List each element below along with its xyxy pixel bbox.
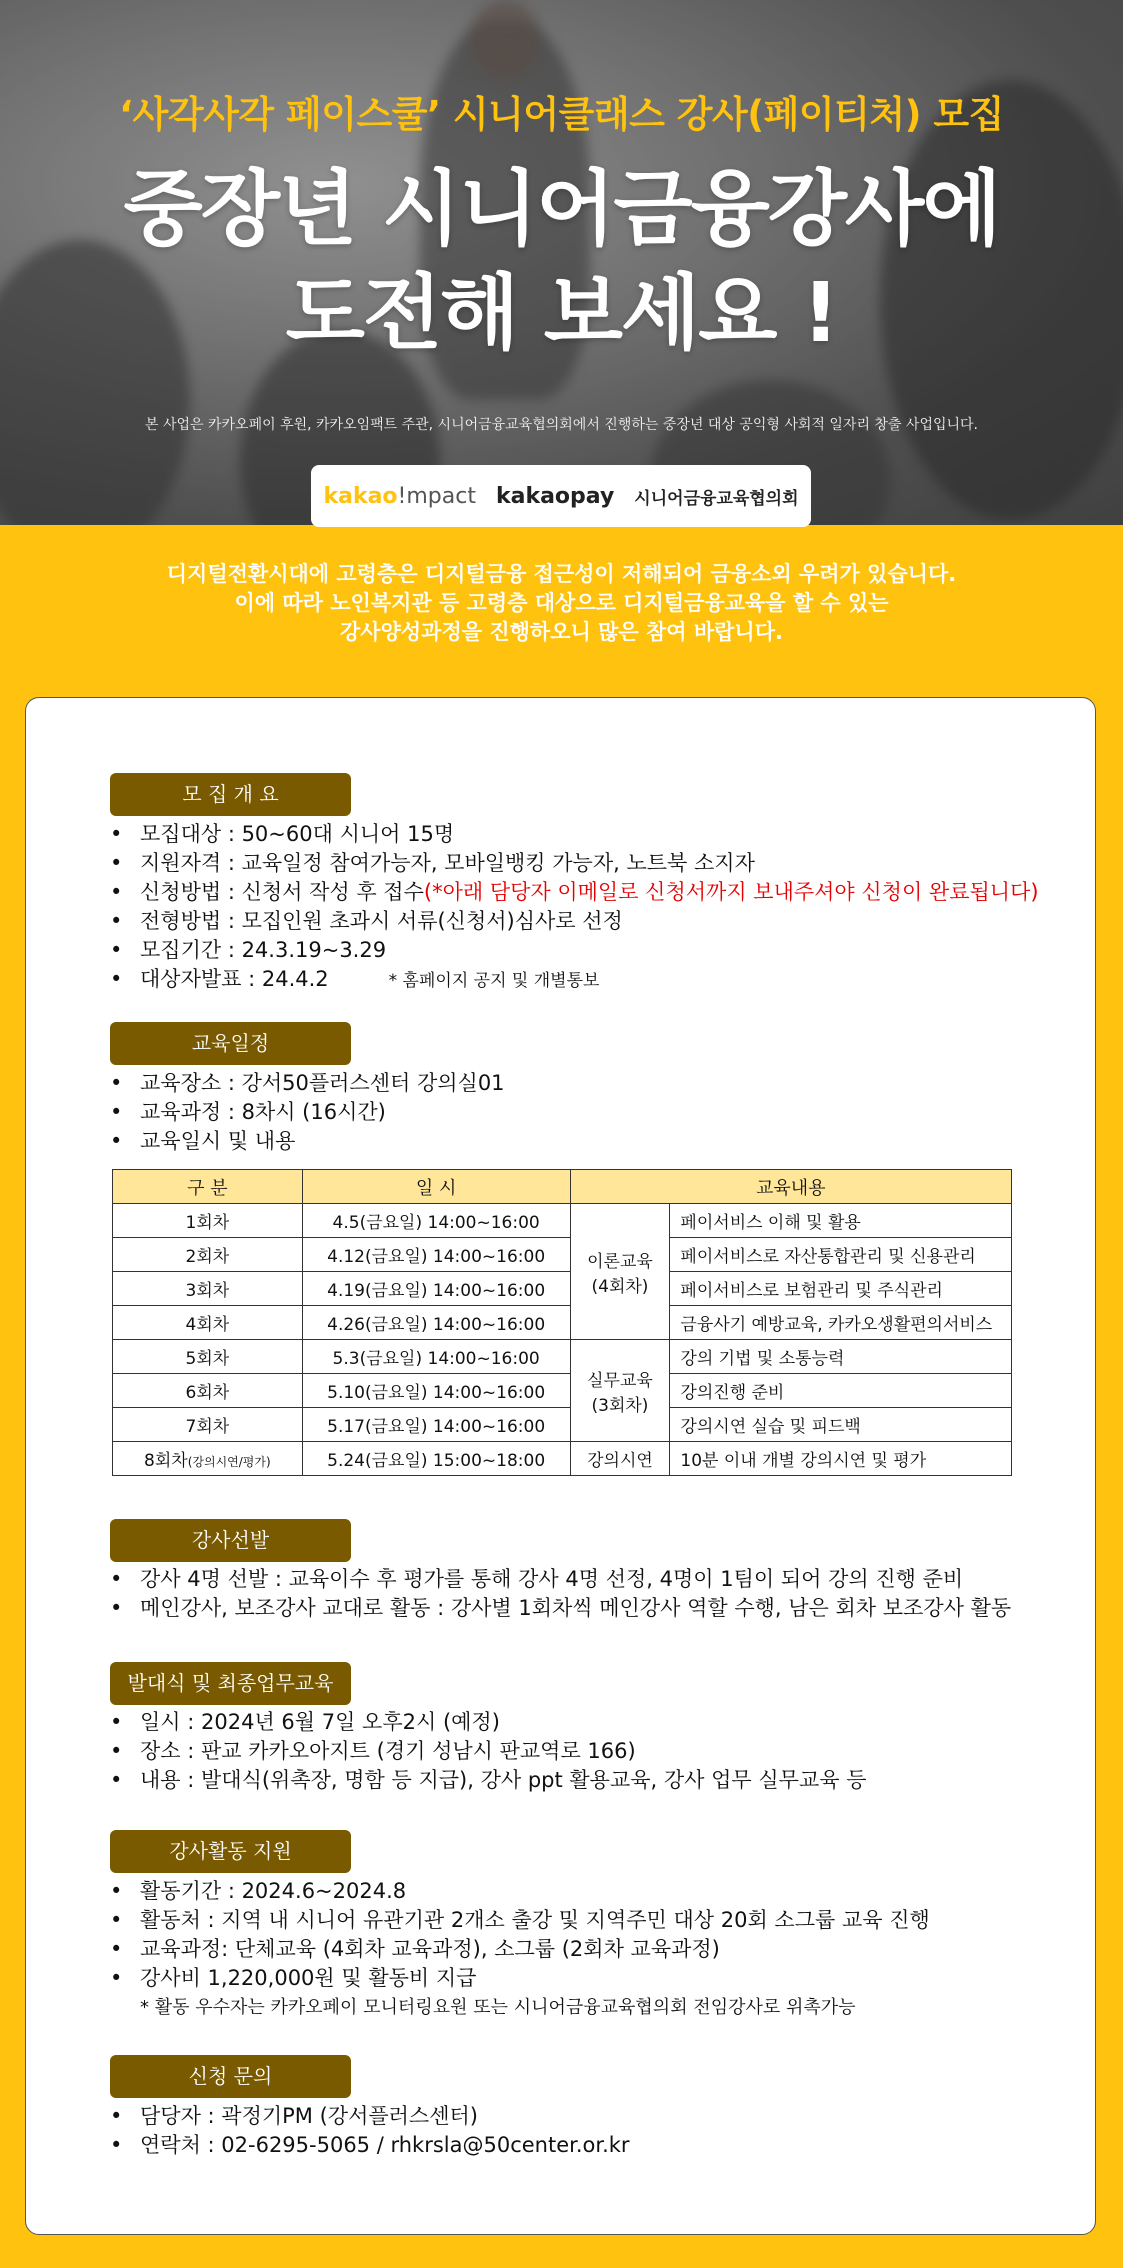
- list-item: • 강사비 1,220,000원 및 활동비 지급: [110, 1964, 930, 1993]
- schedule-list: [110, 1069, 505, 1156]
- list-item: • 대상자발표 : 24.4.2 * 홈페이지 공지 및 개별통보: [110, 965, 1039, 996]
- schedule-table: [112, 1169, 1012, 1476]
- list-item: • 지원자격 : 교육일정 참여가능자, 모바일뱅킹 가능자, 노트북 소지자: [110, 849, 1039, 878]
- content-cell: 10분 이내 개별 강의시연 및 평가: [670, 1442, 1012, 1476]
- section-badge-selection: 강사선발: [110, 1519, 351, 1562]
- ceremony-list: [110, 1708, 867, 1795]
- list-item: • 장소 : 판교 카카오아지트 (경기 성남시 판교역로 166): [110, 1737, 867, 1766]
- list-item: • 내용 : 발대식(위촉장, 명함 등 지급), 강사 ppt 활용교육, 강사 업무 실무교육 등: [110, 1766, 867, 1795]
- session-cell: 6회차: [113, 1374, 303, 1408]
- selection-list: [110, 1565, 1011, 1623]
- table-header: 구 분: [113, 1170, 303, 1204]
- section-badge-ceremony: 발대식 및 최종업무교육: [110, 1662, 351, 1705]
- session-note: (강의시연/평가): [187, 1455, 271, 1469]
- kakaopay-logo: kakaopay: [495, 483, 615, 509]
- content-cell: 강의진행 준비: [670, 1374, 1012, 1408]
- list-item: • 모집대상 : 50~60대 시니어 15명: [110, 820, 1039, 849]
- session-cell: 4회차: [113, 1306, 303, 1340]
- table-header-row: [113, 1170, 1012, 1204]
- support-list: [110, 1877, 930, 2022]
- hero-banner: [0, 0, 1123, 525]
- session-cell: 5회차: [113, 1340, 303, 1374]
- contact-list: [110, 2102, 630, 2160]
- group-cell-theory: 이론교육 (4회차): [570, 1204, 670, 1340]
- content-cell: 페이서비스로 자산통합관리 및 신용관리: [670, 1238, 1012, 1272]
- section-badge-support: 강사활동 지원: [110, 1830, 351, 1873]
- section-badge-schedule: 교육일정: [110, 1022, 351, 1065]
- list-item: • 교육장소 : 강서50플러스센터 강의실01: [110, 1069, 505, 1098]
- date-cell: 5.24(금요일) 15:00~18:00: [302, 1442, 570, 1476]
- table-row: [113, 1204, 1012, 1238]
- list-item: • 활동처 : 지역 내 시니어 유관기관 2개소 출강 및 지역주민 대상 20회 소그룹 교육 진행: [110, 1906, 930, 1935]
- list-item: • 메인강사, 보조강사 교대로 활동 : 강사별 1회차씩 메인강사 역할 수행, 남은 회차 보조강사 활동: [110, 1594, 1011, 1623]
- announce-note: * 홈페이지 공지 및 개별통보: [388, 971, 600, 991]
- intro-line: 디지털전환시대에 고령층은 디지털금융 접근성이 저해되어 금융소외 우려가 있습니다.: [166, 562, 957, 586]
- table-header: 교육내용: [570, 1170, 1011, 1204]
- session-cell: 7회차: [113, 1408, 303, 1442]
- hero-subtitle: ‘사각사각 페이스쿨’ 시니어클래스 강사(페이티처) 모집: [119, 93, 1004, 136]
- recruit-list: [110, 820, 1039, 996]
- content-cell: 강의시연 실습 및 피드백: [670, 1408, 1012, 1442]
- date-cell: 4.26(금요일) 14:00~16:00: [302, 1306, 570, 1340]
- content-cell: 강의 기법 및 소통능력: [670, 1340, 1012, 1374]
- group-cell-demo: 강의시연: [570, 1442, 670, 1476]
- intro-text: [0, 560, 1123, 647]
- table-row: [113, 1272, 1012, 1306]
- council-logo: 시니어금융교육협의회: [634, 488, 799, 509]
- sponsor-logos: [311, 465, 811, 527]
- list-item: • 신청방법 : 신청서 작성 후 접수(*아래 담당자 이메일로 신청서까지 보내주셔야 신청이 완료됩니다): [110, 878, 1039, 907]
- list-item: • 강사 4명 선발 : 교육이수 후 평가를 통해 강사 4명 선정, 4명이 1팀이 되어 강의 진행 준비: [110, 1565, 1011, 1594]
- list-item: • 교육과정: 단체교육 (4회차 교육과정), 소그룹 (2회차 교육과정): [110, 1935, 930, 1964]
- date-cell: 5.10(금요일) 14:00~16:00: [302, 1374, 570, 1408]
- hero-title: [0, 158, 1123, 366]
- date-cell: 4.5(금요일) 14:00~16:00: [302, 1204, 570, 1238]
- content-cell: 페이서비스로 보험관리 및 주식관리: [670, 1272, 1012, 1306]
- list-item: • 담당자 : 곽정기PM (강서플러스센터): [110, 2102, 630, 2131]
- table-row: [113, 1374, 1012, 1408]
- list-item: • 활동기간 : 2024.6~2024.8: [110, 1877, 930, 1906]
- hero-note: 본 사업은 카카오페이 후원, 카카오임팩트 주관, 시니어금융교육협의회에서 진행하는 중장년 대상 공익형 사회적 일자리 창출 사업입니다.: [145, 417, 978, 433]
- session-cell: 2회차: [113, 1238, 303, 1272]
- session-cell: 3회차: [113, 1272, 303, 1306]
- hero-title-line: 중장년 시니어금융강사에: [123, 162, 1000, 257]
- date-cell: 5.3(금요일) 14:00~16:00: [302, 1340, 570, 1374]
- list-item: • 일시 : 2024년 6월 7일 오후2시 (예정): [110, 1708, 867, 1737]
- session-cell: 8회차(강의시연/평가): [113, 1442, 303, 1476]
- kakao-impact-logo: kakao!mpact: [323, 483, 476, 509]
- list-item: • 교육일시 및 내용: [110, 1127, 505, 1156]
- table-row: [113, 1340, 1012, 1374]
- table-row: [113, 1442, 1012, 1476]
- list-item: • 전형방법 : 모집인원 초과시 서류(신청서)심사로 선정: [110, 907, 1039, 936]
- support-note: * 활동 우수자는 카카오페이 모니터링요원 또는 시니어금융교육협의회 전임강사로 위촉가능: [140, 1997, 856, 2018]
- hero-title-line: 도전해 보세요 !: [285, 266, 838, 361]
- date-cell: 4.19(금요일) 14:00~16:00: [302, 1272, 570, 1306]
- list-item: • 모집기간 : 24.3.19~3.29: [110, 936, 1039, 965]
- date-cell: 5.17(금요일) 14:00~16:00: [302, 1408, 570, 1442]
- intro-line: 이에 따라 노인복지관 등 고령층 대상으로 디지털금융교육을 할 수 있는: [234, 591, 889, 615]
- content-cell: 금융사기 예방교육, 카카오생활편의서비스: [670, 1306, 1012, 1340]
- session-cell: 1회차: [113, 1204, 303, 1238]
- group-cell-practice: 실무교육 (3회차): [570, 1340, 670, 1442]
- intro-line: 강사양성과정을 진행하오니 많은 참여 바랍니다.: [340, 620, 783, 644]
- table-row: [113, 1238, 1012, 1272]
- table-header: 일 시: [302, 1170, 570, 1204]
- section-badge-recruit: 모 집 개 요: [110, 773, 351, 816]
- list-item: • 교육과정 : 8차시 (16시간): [110, 1098, 505, 1127]
- apply-warning: (*아래 담당자 이메일로 신청서까지 보내주셔야 신청이 완료됩니다): [423, 880, 1039, 904]
- list-item: • 연락처 : 02-6295-5065 / rhkrsla@50center.or.kr: [110, 2131, 630, 2160]
- content-cell: 페이서비스 이해 및 활용: [670, 1204, 1012, 1238]
- table-row: [113, 1408, 1012, 1442]
- table-row: [113, 1306, 1012, 1340]
- section-badge-contact: 신청 문의: [110, 2055, 351, 2098]
- date-cell: 4.12(금요일) 14:00~16:00: [302, 1238, 570, 1272]
